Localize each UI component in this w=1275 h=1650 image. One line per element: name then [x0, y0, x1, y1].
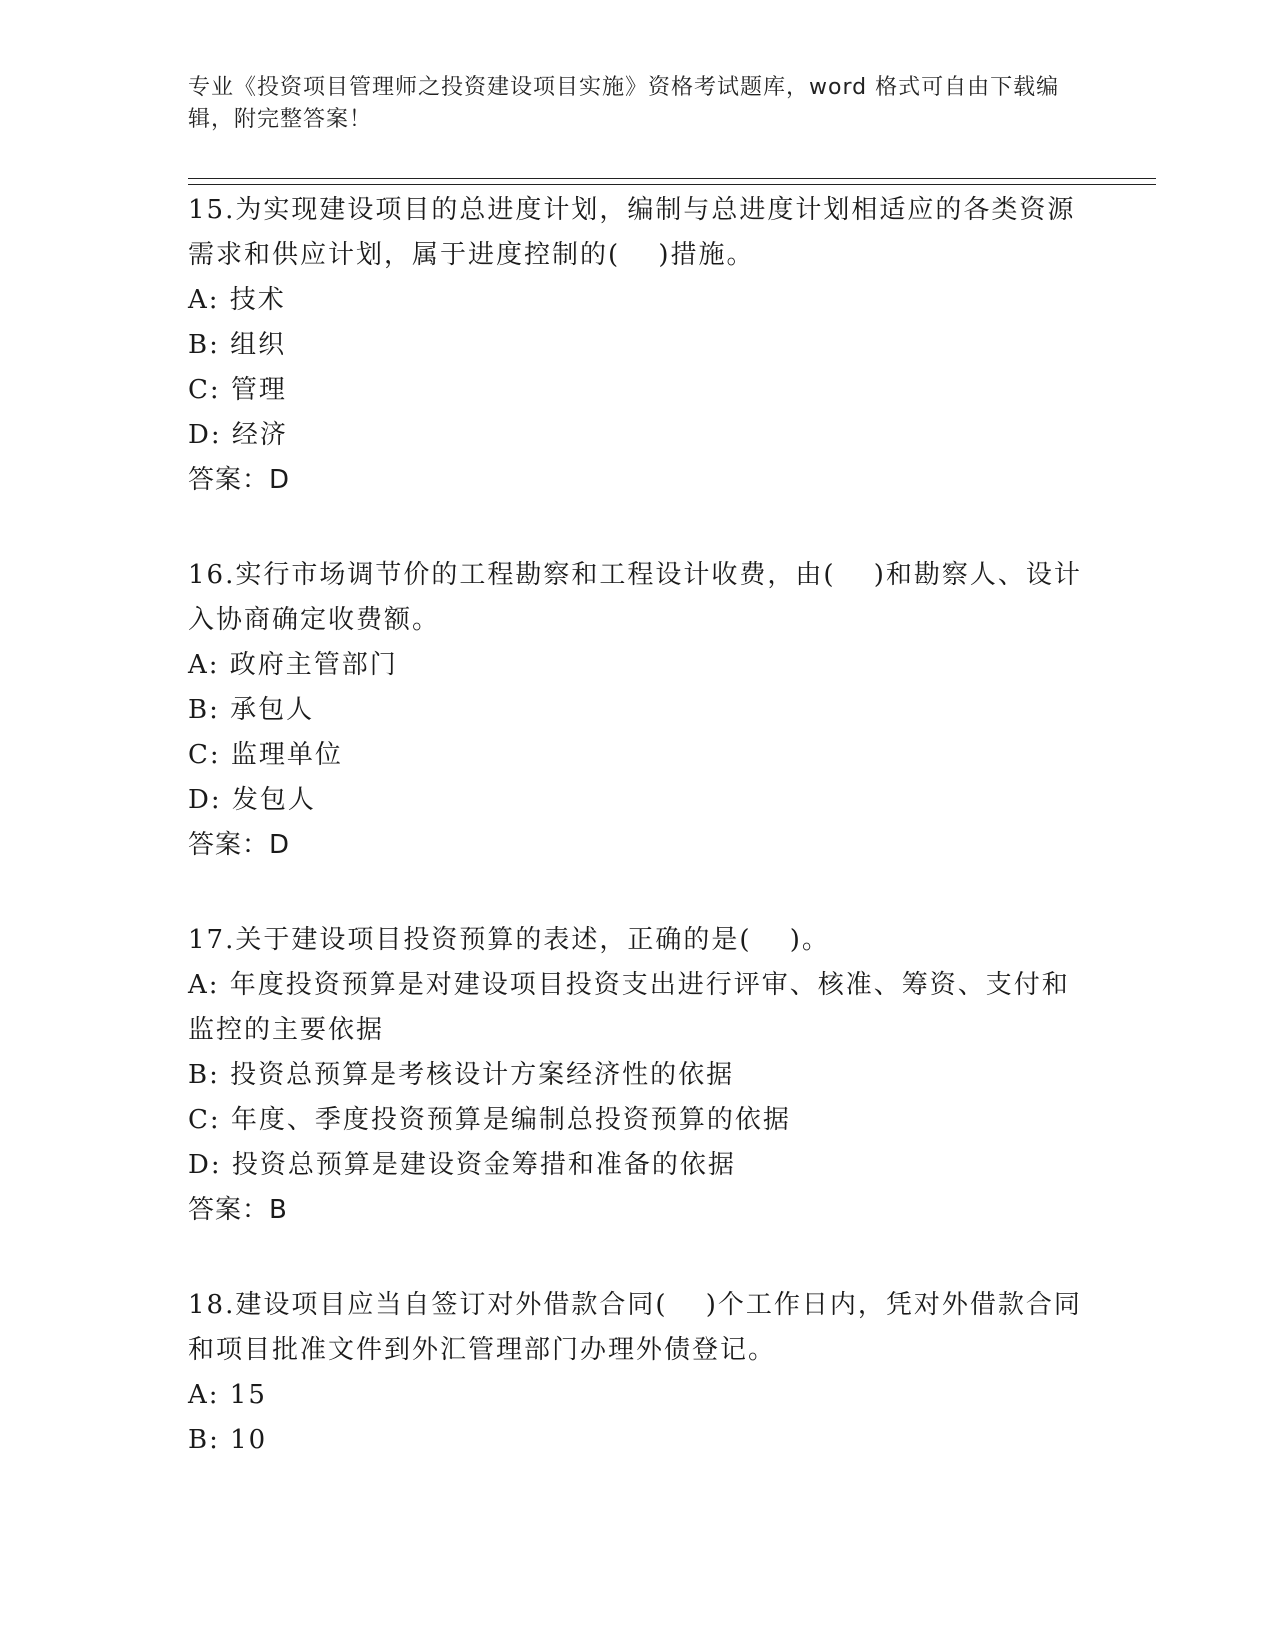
question-stem: 18.建设项目应当自签订对外借款合同( )个工作日内，凭对外借款合同和项目批准文件到外汇管理部门办理外债登记。 [188, 1290, 1082, 1365]
option-a: A: 技术 [188, 285, 286, 315]
option-a: A: 政府主管部门 [188, 650, 398, 680]
question-stem: 15.为实现建设项目的总进度计划，编制与总进度计划相适应的各类资源需求和供应计划，属于进度控制的( )措施。 [188, 195, 1076, 270]
option-c: C: 年度、季度投资预算是编制总投资预算的依据 [188, 1105, 791, 1135]
option-b: B: 组织 [188, 330, 287, 360]
option-a: A: 15 [188, 1380, 267, 1410]
answer: 答案：B [188, 1195, 288, 1225]
option-c: C: 管理 [188, 375, 287, 405]
question-16 [188, 553, 1088, 868]
question-17 [188, 918, 1088, 1233]
option-b: B: 投资总预算是考核设计方案经济性的依据 [188, 1060, 735, 1090]
answer: 答案：D [188, 830, 291, 860]
option-d: D: 投资总预算是建设资金筹措和准备的依据 [188, 1150, 736, 1180]
option-b: B: 10 [188, 1425, 268, 1455]
option-a: A: 年度投资预算是对建设项目投资支出进行评审、核准、筹资、支付和监控的主要依据 [188, 970, 1070, 1045]
question-stem: 17.关于建设项目投资预算的表述，正确的是( )。 [188, 925, 830, 955]
question-stem: 16.实行市场调节价的工程勘察和工程设计收费，由( )和勘察人、设计入协商确定收费额。 [188, 560, 1082, 635]
option-c: C: 监理单位 [188, 740, 343, 770]
answer: 答案：D [188, 465, 291, 495]
header-divider-bottom [188, 184, 1156, 185]
option-b: B: 承包人 [188, 695, 315, 725]
option-d: D: 经济 [188, 420, 288, 450]
question-15 [188, 188, 1088, 503]
option-d: D: 发包人 [188, 785, 316, 815]
question-18 [188, 1283, 1088, 1463]
document-header: 专业《投资项目管理师之投资建设项目实施》资格考试题库，word 格式可自由下载编辑，附完整答案！ [188, 75, 1060, 132]
header-divider-top [188, 178, 1156, 179]
